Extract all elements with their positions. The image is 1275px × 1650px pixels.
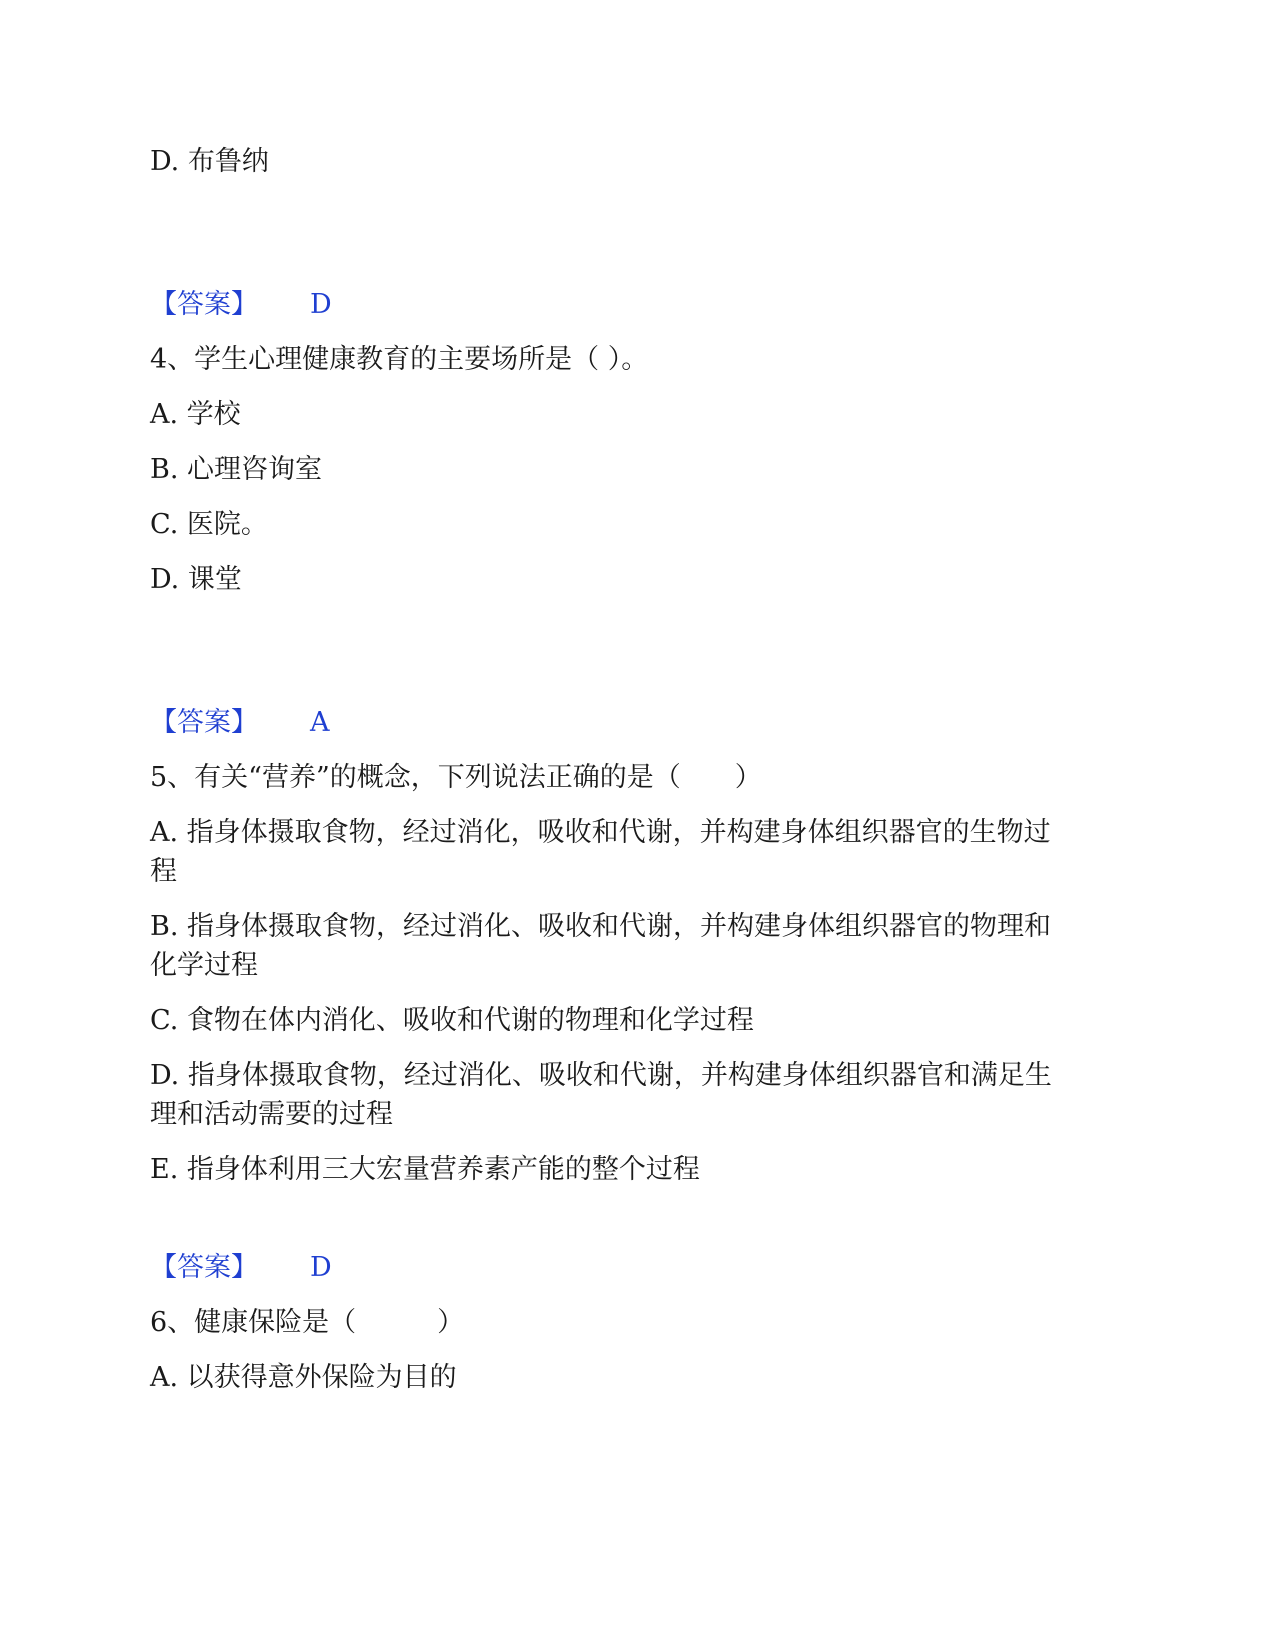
q5-option-a-line1: A. 指身体摄取食物，经过消化，吸收和代谢，并构建身体组织器官的生物过 xyxy=(150,817,1051,848)
q5-answer xyxy=(150,1248,332,1288)
q4-option-b: B. 心理咨询室 xyxy=(150,454,323,485)
answer-value: A xyxy=(310,707,330,738)
q5-option-d-line2: 理和活动需要的过程 xyxy=(150,1099,393,1130)
q3-answer xyxy=(150,285,332,325)
answer-label: 【答案】 xyxy=(150,289,258,320)
q4-stem: 4、学生心理健康教育的主要场所是（ ）。 xyxy=(150,344,649,375)
q4-option-a: A. 学校 xyxy=(150,399,241,430)
q5-stem: 5、有关“营养”的概念，下列说法正确的是（ ） xyxy=(150,762,762,793)
q6-option-a: A. 以获得意外保险为目的 xyxy=(150,1362,457,1393)
q5-option-a-line2: 程 xyxy=(150,856,177,887)
q4-answer xyxy=(150,703,330,743)
answer-value: D xyxy=(310,1252,332,1283)
answer-label: 【答案】 xyxy=(150,707,258,738)
q4-option-c: C. 医院。 xyxy=(150,509,268,540)
q5-option-b-line2: 化学过程 xyxy=(150,950,258,981)
q3-option-d: D. 布鲁纳 xyxy=(150,146,269,177)
q6-stem: 6、健康保险是（ ） xyxy=(150,1307,465,1338)
q5-option-b-line1: B. 指身体摄取食物，经过消化、吸收和代谢，并构建身体组织器官的物理和 xyxy=(150,911,1052,942)
q5-option-e: E. 指身体利用三大宏量营养素产能的整个过程 xyxy=(150,1154,700,1185)
q5-option-d-line1: D. 指身体摄取食物，经过消化、吸收和代谢，并构建身体组织器官和满足生 xyxy=(150,1060,1052,1091)
answer-label: 【答案】 xyxy=(150,1252,258,1283)
q4-option-d: D. 课堂 xyxy=(150,564,242,595)
q5-option-c: C. 食物在体内消化、吸收和代谢的物理和化学过程 xyxy=(150,1005,754,1036)
answer-value: D xyxy=(310,289,332,320)
